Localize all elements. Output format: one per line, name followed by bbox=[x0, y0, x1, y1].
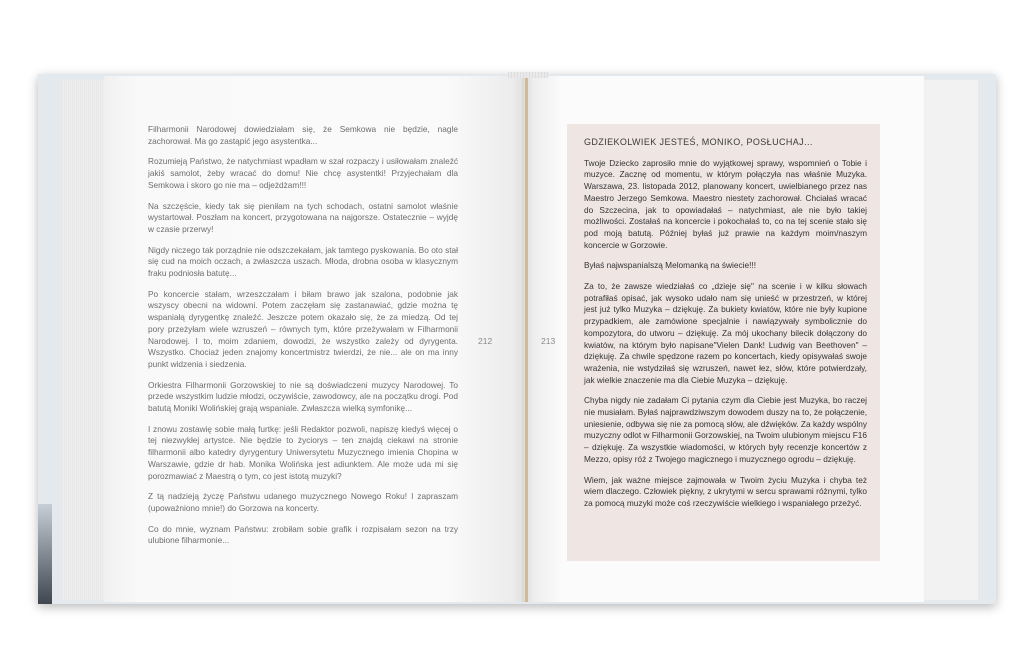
right-paragraph: Byłaś najwspanialszą Melomanką na świecie!!! bbox=[584, 260, 757, 271]
left-paragraph: Rozumieją Państwo, że natychmiast wpadłam w szał rozpaczy i usiłowałam znaleźć jakiś samolot, żeby wracać do domu! Nie chcę asystentki! Przyjechałam dla Semkowa i skoro go nie ma – odjeżdżam!!! bbox=[148, 156, 458, 190]
right-page-text bbox=[584, 137, 867, 519]
right-page-heading: GDZIEKOLWIEK JESTEŚ, MONIKO, POSŁUCHAJ... bbox=[584, 137, 813, 147]
left-paragraph: I znowu zostawię sobie małą furtkę: jeśli Redaktor pozwoli, napiszę kiedyś więcej o tej niezwykłej artystce. Nie będzie to życiorys – ten znajdą ciekawi na stronie filharmonii albo katedry dyrygentury Uniwersytetu Muzycznego imienia Chopina w Warszawie, gdzie dr hab. Monika Wolińska jest adiunktem. Ale może uda mi się porozmawiać z Maestrą o tym, co jest istotą muzyki? bbox=[148, 423, 458, 481]
left-page-number: 212 bbox=[478, 336, 493, 346]
left-page-text bbox=[148, 124, 458, 556]
right-page-stack bbox=[918, 80, 978, 600]
book-cover-edge bbox=[38, 504, 52, 604]
spine-top bbox=[508, 72, 548, 78]
right-paragraph: Chyba nigdy nie zadałam Ci pytania czym dla Ciebie jest Muzyka, bo raczej nie musiałam. Byłaś najprawdziwszym dowodem duszy na to, że połączenie, uniesienie, odbywa się nie za pomocą słów, ale dźwięków. Za każdy wspólny muzyczny odlot w Filharmonii Gorzowskiej, na Twoim ulubionym miejscu F16 – dziękuję. Za wszystkie wiadomości, w których były recenzje koncertów z Mezzo, opisy róż z Twojego magicznego i muzycznego ogrodu – dziękuję. bbox=[584, 395, 867, 464]
left-paragraph: Nigdy niczego tak porządnie nie odszczekałam, jak tamtego pyskowania. Bo oto stał się cud na moich oczach, a zwłaszcza uszach. Młoda, drobna osoba w klasycznym fraku podniosła batutę... bbox=[148, 244, 458, 279]
left-paragraph: Po koncercie stałam, wrzeszczałam i biłam brawo jak szalona, podobnie jak wszyscy obecni na widowni. Potem zaczęłam się zastanawiać, gdzie można tę wspaniałą dyrygentkę znaleźć. Jeszcze potem okazało się, że za miedzą. Od tej pory przeżyłam wiele wzruszeń – równych tym, które przeżywałam w Filharmonii Narodowej. I to, moim zdaniem, dowodzi, że wszystko zależy od dyrygenta. Wszystko. Chociaż jeden znajomy koncertmistrz twierdzi, że nie... ale on ma inny punkt widzenia i siedzenia. bbox=[148, 288, 458, 369]
book-gutter bbox=[525, 76, 528, 602]
right-paragraph: Wiem, jak ważne miejsce zajmowała w Twoim życiu Muzyka i chyba też wiem dlaczego. Człowiek piękny, z ukrytymi w sercu sprawami różnymi, tylko za pomocą muzyki może coś rzeczywiście wielkiego i wspaniałego przeżyć. bbox=[584, 474, 867, 508]
left-paragraph: Co do mnie, wyznam Państwu: zrobiłam sobie grafik i rozpisałam sezon na trzy ulubione filharmonie... bbox=[148, 523, 458, 546]
left-paragraph: Na szczęście, kiedy tak się pieniłam na tych schodach, ostatni samolot właśnie wystartował. Poszłam na koncert, przygotowana na najgorsze. Ostatecznie – wyjdę w czasie przerwy! bbox=[148, 200, 458, 234]
left-paragraph: Z tą nadzieją życzę Państwu udanego muzycznego Nowego Roku! I zapraszam (upoważniono mnie!) do Gorzowa na koncerty. bbox=[148, 491, 458, 513]
right-page-number: 213 bbox=[541, 336, 556, 346]
left-paragraph: Orkiestra Filharmonii Gorzowskiej to nie są doświadczeni muzycy Narodowej. To przede wszystkim ludzie młodzi, oczywiście, zawodowcy, ale na początku drogi. Pod batutą Moniki Wolińskiej grają wspaniale. Zwłaszcza wielką symfonikę... bbox=[148, 379, 458, 414]
right-paragraph: Twoje Dziecko zaprosiło mnie do wyjątkowej sprawy, wspomnień o Tobie i muzyce. Zacznę od momentu, w którym połączyła nas właśnie Muzyka. Warszawa, 23. listopada 2012, planowany koncert, uwielbianego przez nas Maestro Jerzego Semkowa. Maestro niestety zachorował. Chciałaś wracać do Szczecina, jak to opowiadałaś – natychmiast, ale nie było takiej możliwości. Zostałaś na koncercie i pokochałaś to, co na tej scenie stało się pod moją batutą. Później byłaś już prawie na każdym moim/naszym koncercie w Gorzowie. bbox=[584, 157, 867, 250]
right-paragraph: Za to, że zawsze wiedziałaś co „dzieje się" na scenie i w kilku słowach potrafiłaś opisać, jak wysoko udało nam się unieść w przestrzeń, w której jest już tylko Muzyka – dziękuję. Za bukiety kwiatów, które nie były kupione przypadkiem, ale zamówione specjalnie i nawiązywały symbolicznie do kompozytora, do utworu – dziękuję. Za mój ukochany bilecik dołączony do kwiatów, na którym było napisane"Vielen Dank! Ludwig van Beethoven" – dziękuję. Za chwile spędzone razem po koncertach, kiedy opisywałaś swoje wrażenia, nie wstydziłaś się wzruszeń, nawet łez, słów, które potwierdzały, jak wielkie znaczenie ma dla Ciebie Muzyka – dziękuję. bbox=[584, 281, 867, 385]
left-paragraph: Filharmonii Narodowej dowiedziałam się, że Semkowa nie będzie, nagle zachorował. Ma go zastąpić jego asystentka... bbox=[148, 124, 458, 146]
